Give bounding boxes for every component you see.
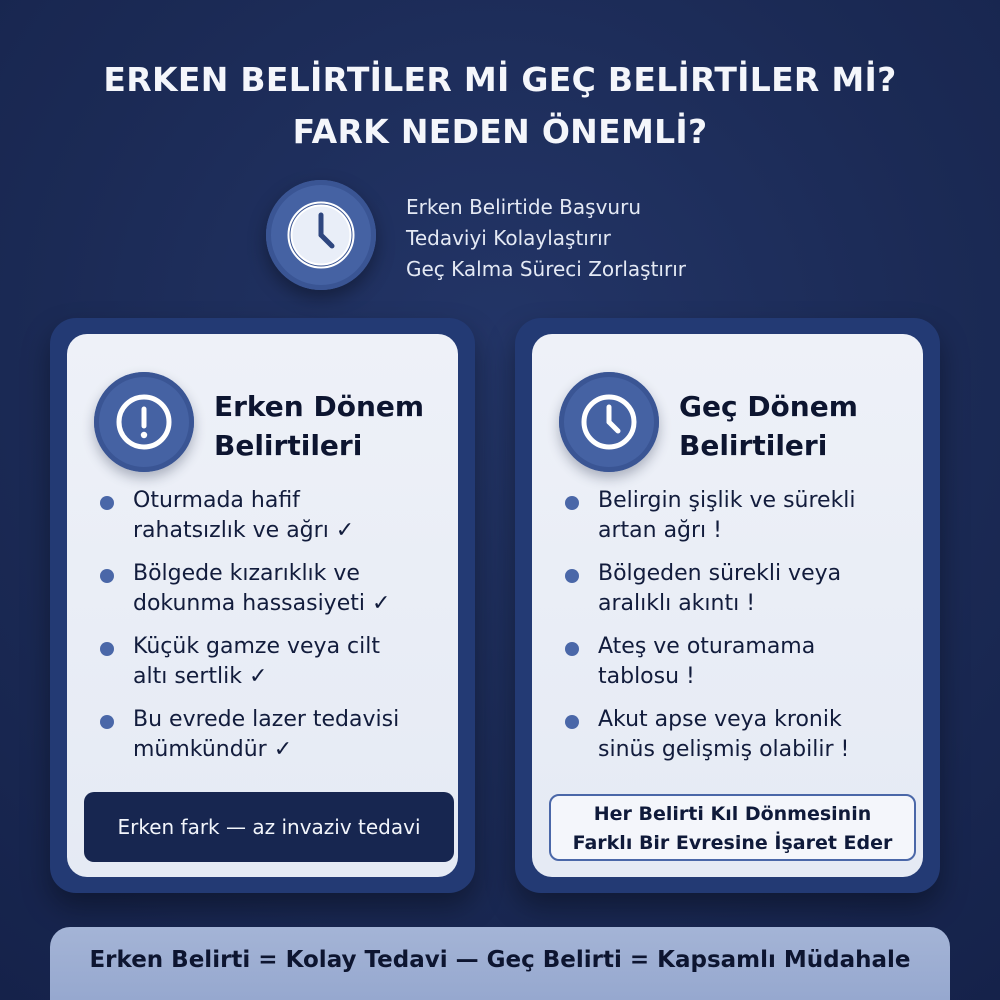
late-symptom-list [562, 486, 902, 778]
item-line: artan ağrı ! [598, 518, 722, 543]
bullet-dot [100, 715, 114, 729]
list-item [562, 559, 902, 632]
bullet-dot [100, 496, 114, 510]
item-line: aralıklı akıntı ! [598, 591, 756, 616]
hero-text [406, 192, 686, 285]
item-line: Bu evrede lazer tedavisi [133, 707, 400, 732]
late-card-title [679, 387, 858, 465]
hero-line-3: Geç Kalma Süreci Zorlaştırır [406, 257, 686, 281]
item-line: Akut apse veya kronik [598, 707, 842, 732]
item-line: tablosu ! [598, 664, 695, 689]
title-line-2: FARK NEDEN ÖNEMLİ? [292, 112, 708, 151]
item-line: Ateş ve oturamama [598, 634, 816, 659]
item-line: dokunma hassasiyeti ✓ [133, 591, 391, 616]
item-line: Bölgede kızarıklık ve [133, 561, 360, 586]
list-item [97, 705, 437, 778]
hero-line-2: Tedaviyi Kolaylaştırır [406, 226, 611, 250]
late-note-line-2: Farklı Bir Evresine İşaret Eder [572, 832, 893, 854]
early-card-title [214, 387, 424, 465]
late-title-line-1: Geç Dönem [679, 390, 858, 423]
bullet-dot [100, 569, 114, 583]
item-line: altı sertlik ✓ [133, 664, 268, 689]
item-line: sinüs gelişmiş olabilir ! [598, 737, 850, 762]
bullet-dot [565, 642, 579, 656]
early-symptom-list [97, 486, 437, 778]
item-line: rahatsızlık ve ağrı ✓ [133, 518, 355, 543]
bullet-dot [565, 496, 579, 510]
list-item [562, 705, 902, 778]
bullet-dot [565, 569, 579, 583]
item-line: Küçük gamze veya cilt [133, 634, 380, 659]
list-item [97, 559, 437, 632]
early-title-line-2: Belirtileri [214, 429, 363, 462]
late-note-line-1: Her Belirti Kıl Dönmesinin [593, 803, 872, 825]
item-line: mümkündür ✓ [133, 737, 293, 762]
bullet-dot [100, 642, 114, 656]
late-symptoms-card [532, 334, 923, 877]
list-item [97, 486, 437, 559]
list-item [97, 632, 437, 705]
exclamation-icon [94, 372, 194, 472]
hero-line-1: Erken Belirtide Başvuru [406, 195, 641, 219]
list-item [562, 486, 902, 559]
list-item [562, 632, 902, 705]
clock-icon [266, 180, 376, 290]
item-line: Bölgeden sürekli veya [598, 561, 842, 586]
summary-footer: Erken Belirti = Kolay Tedavi — Geç Belirti = Kapsamlı Müdahale [50, 927, 950, 1000]
item-line: Oturmada hafif [133, 488, 300, 513]
early-symptoms-card [67, 334, 458, 877]
clock-icon [559, 372, 659, 472]
page-title [0, 54, 1000, 158]
late-title-line-2: Belirtileri [679, 429, 828, 462]
item-line: Belirgin şişlik ve sürekli [598, 488, 856, 513]
early-symptoms-panel [50, 318, 475, 893]
title-line-1: ERKEN BELİRTİLER Mİ GEÇ BELİRTİLER Mİ? [103, 60, 897, 99]
late-note [549, 794, 916, 861]
bullet-dot [565, 715, 579, 729]
early-note: Erken fark — az invaziv tedavi [84, 792, 454, 862]
early-title-line-1: Erken Dönem [214, 390, 425, 423]
late-symptoms-panel [515, 318, 940, 893]
